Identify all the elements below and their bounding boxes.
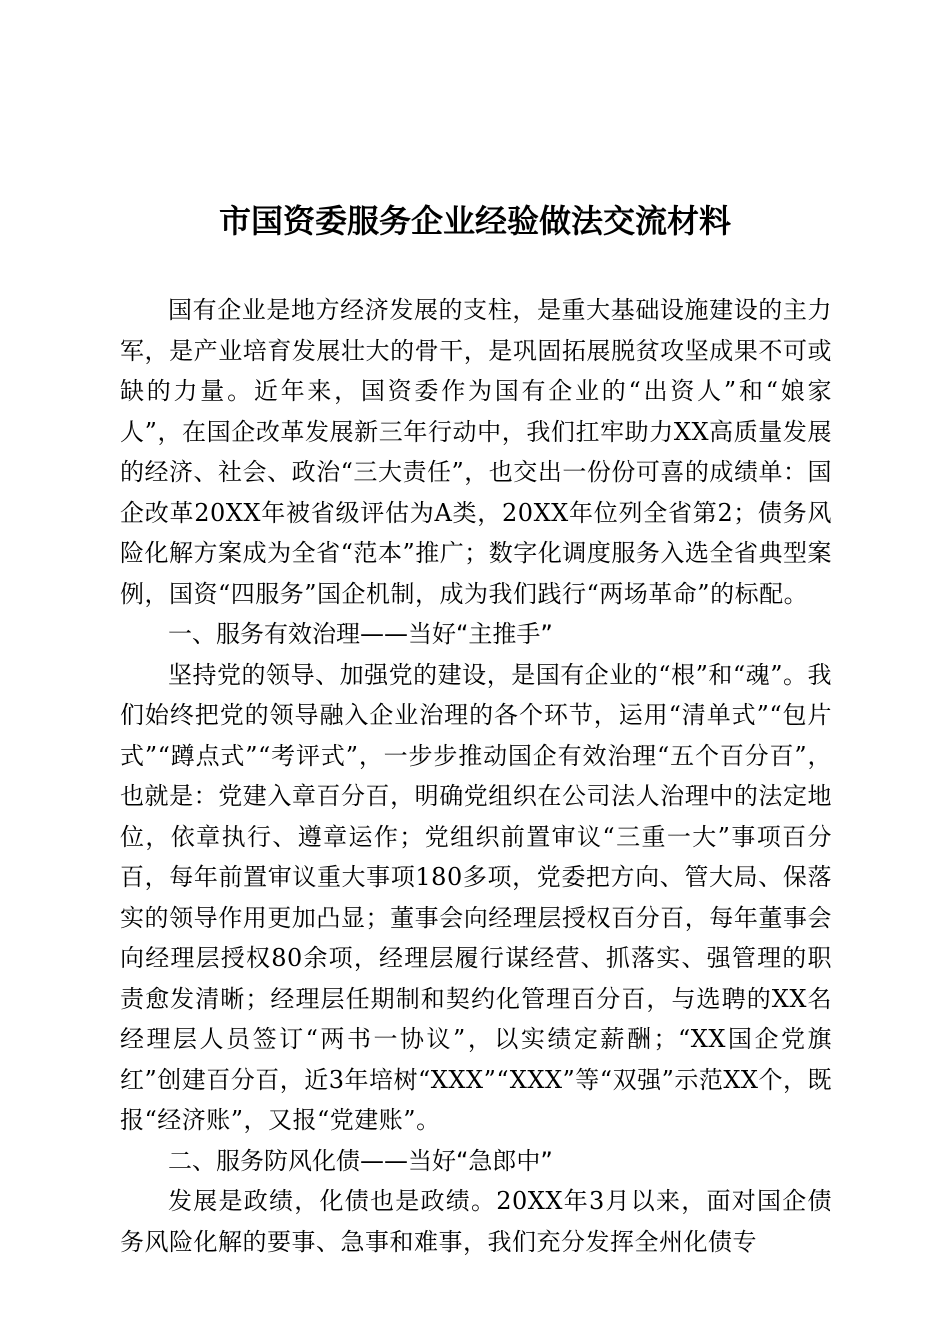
document-title: 市国资委服务企业经验做法交流材料 xyxy=(218,202,731,240)
section-1-heading: 一、服务有效治理——当好“主推手” xyxy=(168,620,553,648)
section-2-heading: 二、服务防风化债——当好“急郎中” xyxy=(168,1146,553,1175)
intro-paragraph: 国有企业是地方经济发展的支柱，是重大基础设施建设的主力军，是产业培育发展壮大的骨干，是巩固拓展脱贫攻坚成果不可或缺的力量。近年来，国资委作为国有企业的“出资人”和“娘家人”，在国企改革发展新三年行动中，我们扛牢助力XX高质量发展的经济、社会、政治“三大责任”，也交出一份份可喜的成绩单：国企改革20XX年被省级评估为A类，20XX年位列全省第2；债务风险化解方案成为全省“范本”推广；数字化调度服务入选全省典型案例，国资“四服务”国企机制，成为我们践行“两场革命”的标配。 xyxy=(120,296,832,608)
section-1-paragraph: 坚持党的领导、加强党的建设，是国有企业的“根”和“魂”。我们始终把党的领导融入企业治理的各个环节，运用“清单式”“包片式”“蹲点式”“考评式”，一步步推动国企有效治理“五个百分百”，也就是：党建入章百分百，明确党组织在公司法人治理中的法定地位，依章执行、遵章运作；党组织前置审议“三重一大”事项百分百，每年前置审议重大事项180多项，党委把方向、管大局、保落实的领导作用更加凸显；董事会向经理层授权百分百，每年董事会向经理层授权80余项，经理层履行谋经营、抓落实、强管理的职责愈发清晰；经理层任期制和契约化管理百分百，与选聘的XX名经理层人员签订“两书一协议”，以实绩定薪酬；“XX国企党旗红”创建百分百，近3年培树“XXX”“XXX”等“双强”示范XX个，既报“经济账”，又报“党建账”。 xyxy=(120,660,833,1134)
document-body xyxy=(120,290,832,1262)
section-2-paragraph: 发展是政绩，化债也是政绩。20XX年3月以来，面对国企债务风险化解的要事、急事和难事，我们充分发挥全州化债专 xyxy=(120,1187,832,1256)
